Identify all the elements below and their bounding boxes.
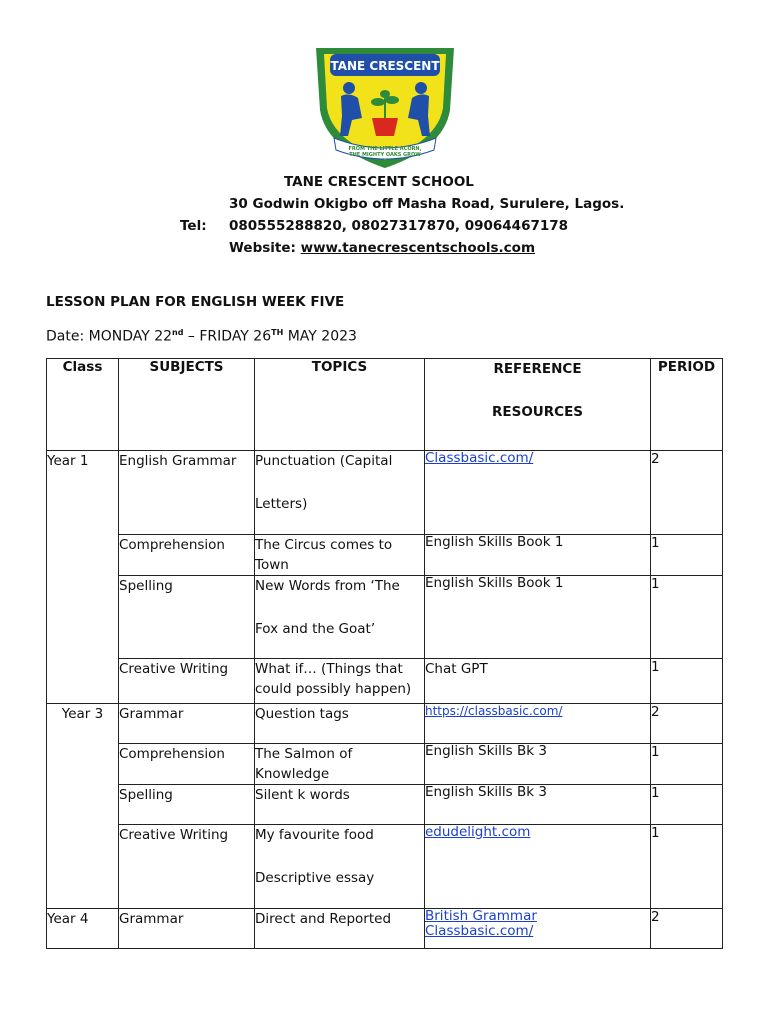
website-label: Website: bbox=[229, 240, 296, 256]
period-cell: 1 bbox=[651, 659, 723, 704]
school-address: 30 Godwin Okigbo off Masha Road, Surulere, Lagos. bbox=[229, 196, 625, 212]
header-period: PERIOD bbox=[651, 359, 723, 451]
tel-label: Tel: bbox=[180, 218, 207, 234]
topic-cell: New Words from ‘The Fox and the Goat’ bbox=[255, 576, 425, 659]
topic-cell: Direct and Reported bbox=[255, 909, 425, 949]
period-cell: 1 bbox=[651, 576, 723, 659]
reference-link[interactable]: edudelight.com bbox=[425, 824, 531, 840]
subject-cell: English Grammar bbox=[119, 451, 255, 535]
reference-cell bbox=[425, 909, 651, 949]
table-row bbox=[47, 744, 723, 785]
reference-cell: Chat GPT bbox=[425, 659, 651, 704]
period-cell: 1 bbox=[651, 785, 723, 825]
table-row bbox=[47, 909, 723, 949]
subject-cell: Spelling bbox=[119, 576, 255, 659]
subject-cell: Creative Writing bbox=[119, 659, 255, 704]
period-cell: 1 bbox=[651, 535, 723, 576]
topic-cell: My favourite food Descriptive essay bbox=[255, 825, 425, 909]
reference-cell bbox=[425, 451, 651, 535]
header-topics: TOPICS bbox=[255, 359, 425, 451]
topic-cell: Question tags bbox=[255, 704, 425, 744]
website-line bbox=[229, 240, 535, 256]
website-link[interactable]: www.tanecrescentschools.com bbox=[300, 240, 536, 256]
reference-link[interactable]: Classbasic.com/ bbox=[425, 923, 534, 939]
subject-cell: Comprehension bbox=[119, 535, 255, 576]
table-row bbox=[47, 785, 723, 825]
topic-cell: Silent k words bbox=[255, 785, 425, 825]
table-row bbox=[47, 576, 723, 659]
class-cell: Year 1 bbox=[47, 451, 119, 704]
table-row bbox=[47, 535, 723, 576]
school-name: TANE CRESCENT SCHOOL bbox=[284, 174, 474, 190]
period-cell: 2 bbox=[651, 704, 723, 744]
topic-cell: The Salmon of Knowledge bbox=[255, 744, 425, 785]
reference-cell: English Skills Bk 3 bbox=[425, 785, 651, 825]
period-cell: 1 bbox=[651, 825, 723, 909]
subject-cell: Spelling bbox=[119, 785, 255, 825]
svg-text:THE MIGHTY OAKS GROW: THE MIGHTY OAKS GROW bbox=[349, 152, 421, 158]
subject-cell: Grammar bbox=[119, 704, 255, 744]
table-row bbox=[47, 451, 723, 535]
table-row bbox=[47, 659, 723, 704]
period-cell: 1 bbox=[651, 744, 723, 785]
reference-cell: English Skills Bk 3 bbox=[425, 744, 651, 785]
plan-date: Date: MONDAY 22nd – FRIDAY 26TH MAY 2023 bbox=[46, 328, 357, 345]
subject-cell: Creative Writing bbox=[119, 825, 255, 909]
svg-text:TANE CRESCENT: TANE CRESCENT bbox=[330, 59, 440, 73]
subject-cell: Comprehension bbox=[119, 744, 255, 785]
reference-cell: English Skills Book 1 bbox=[425, 535, 651, 576]
table-row bbox=[47, 825, 723, 909]
topic-cell: The Circus comes to Town bbox=[255, 535, 425, 576]
period-cell: 2 bbox=[651, 909, 723, 949]
header-class: Class bbox=[47, 359, 119, 451]
school-logo bbox=[304, 40, 466, 172]
topic-cell: What if… (Things that could possibly happen) bbox=[255, 659, 425, 704]
reference-link[interactable]: British Grammar bbox=[425, 908, 537, 924]
table-row bbox=[47, 704, 723, 744]
class-cell: Year 4 bbox=[47, 909, 119, 949]
header-subjects: SUBJECTS bbox=[119, 359, 255, 451]
reference-cell bbox=[425, 704, 651, 744]
reference-link[interactable]: Classbasic.com/ bbox=[425, 450, 534, 466]
period-cell: 2 bbox=[651, 451, 723, 535]
svg-text:FROM THE LITTLE ACORN,: FROM THE LITTLE ACORN, bbox=[348, 146, 422, 152]
class-cell: Year 3 bbox=[47, 704, 119, 909]
lesson-plan-table bbox=[46, 358, 723, 949]
topic-cell: Punctuation (Capital Letters) bbox=[255, 451, 425, 535]
reference-cell bbox=[425, 825, 651, 909]
tel-numbers: 080555288820, 08027317870, 09064467178 bbox=[229, 218, 569, 234]
subject-cell: Grammar bbox=[119, 909, 255, 949]
reference-link[interactable]: https://classbasic.com/ bbox=[425, 704, 563, 718]
table-header-row bbox=[47, 359, 723, 451]
lesson-plan-title: LESSON PLAN FOR ENGLISH WEEK FIVE bbox=[46, 294, 345, 310]
reference-cell: English Skills Book 1 bbox=[425, 576, 651, 659]
header-reference: REFERENCE RESOURCES bbox=[425, 359, 651, 451]
